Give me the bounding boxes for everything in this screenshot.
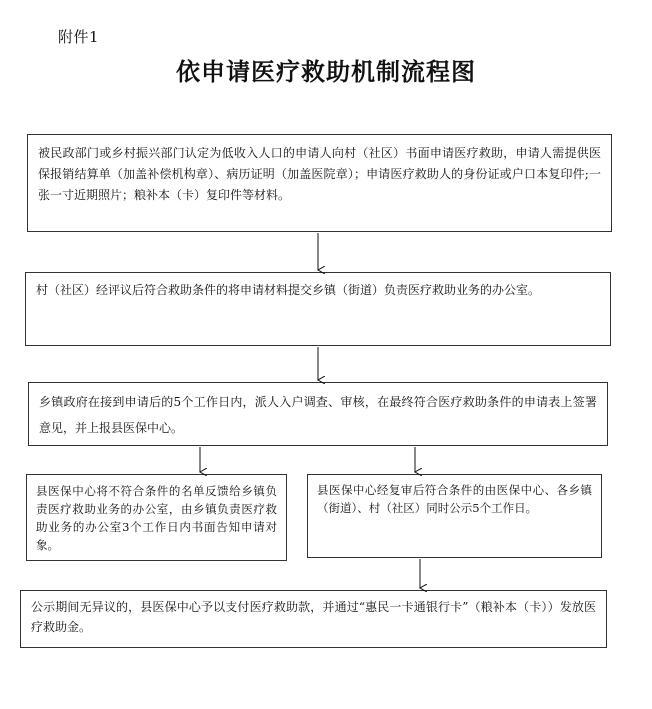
flow-step-approved-publicity-text: 县医保中心经复审后符合条件的由医保中心、各乡镇（街道）、村（社区）同时公示5个工作日。: [317, 483, 592, 515]
flow-step-application-text: 被民政部门或乡村振兴部门认定为低收入人口的申请人向村（社区）书面申请医疗救助，申请人需提供医保报销结算单（加盖补偿机构章）、病历证明（加盖医院章）；申请医疗救助人的身份证或户口本复印件;一张一寸近期照片；粮补本（卡）复印件等材料。: [38, 146, 601, 202]
attachment-label: 附件1: [58, 28, 100, 46]
flow-step-village-review-text: 村（社区）经评议后符合救助条件的将申请材料提交乡镇（街道）负责医疗救助业务的办公室。: [36, 283, 541, 297]
flow-step-township-audit-text: 乡镇政府在接到申请后的5个工作日内，派人入户调查、审核，在最终符合医疗救助条件的申请表上签署意见，并上报县医保中心。: [39, 395, 597, 435]
flow-step-payment-text: 公示期间无异议的，县医保中心予以支付医疗救助款，并通过“惠民一卡通银行卡”（粮补本（卡））发放医疗救助金。: [31, 600, 596, 634]
flow-step-rejected-notice-text: 县医保中心将不符合条件的名单反馈给乡镇负责医疗救助业务的办公室，由乡镇负责医疗救助业务的办公室3个工作日内书面告知申请对象。: [36, 484, 277, 552]
page-title: 依申请医疗救助机制流程图: [176, 57, 476, 86]
